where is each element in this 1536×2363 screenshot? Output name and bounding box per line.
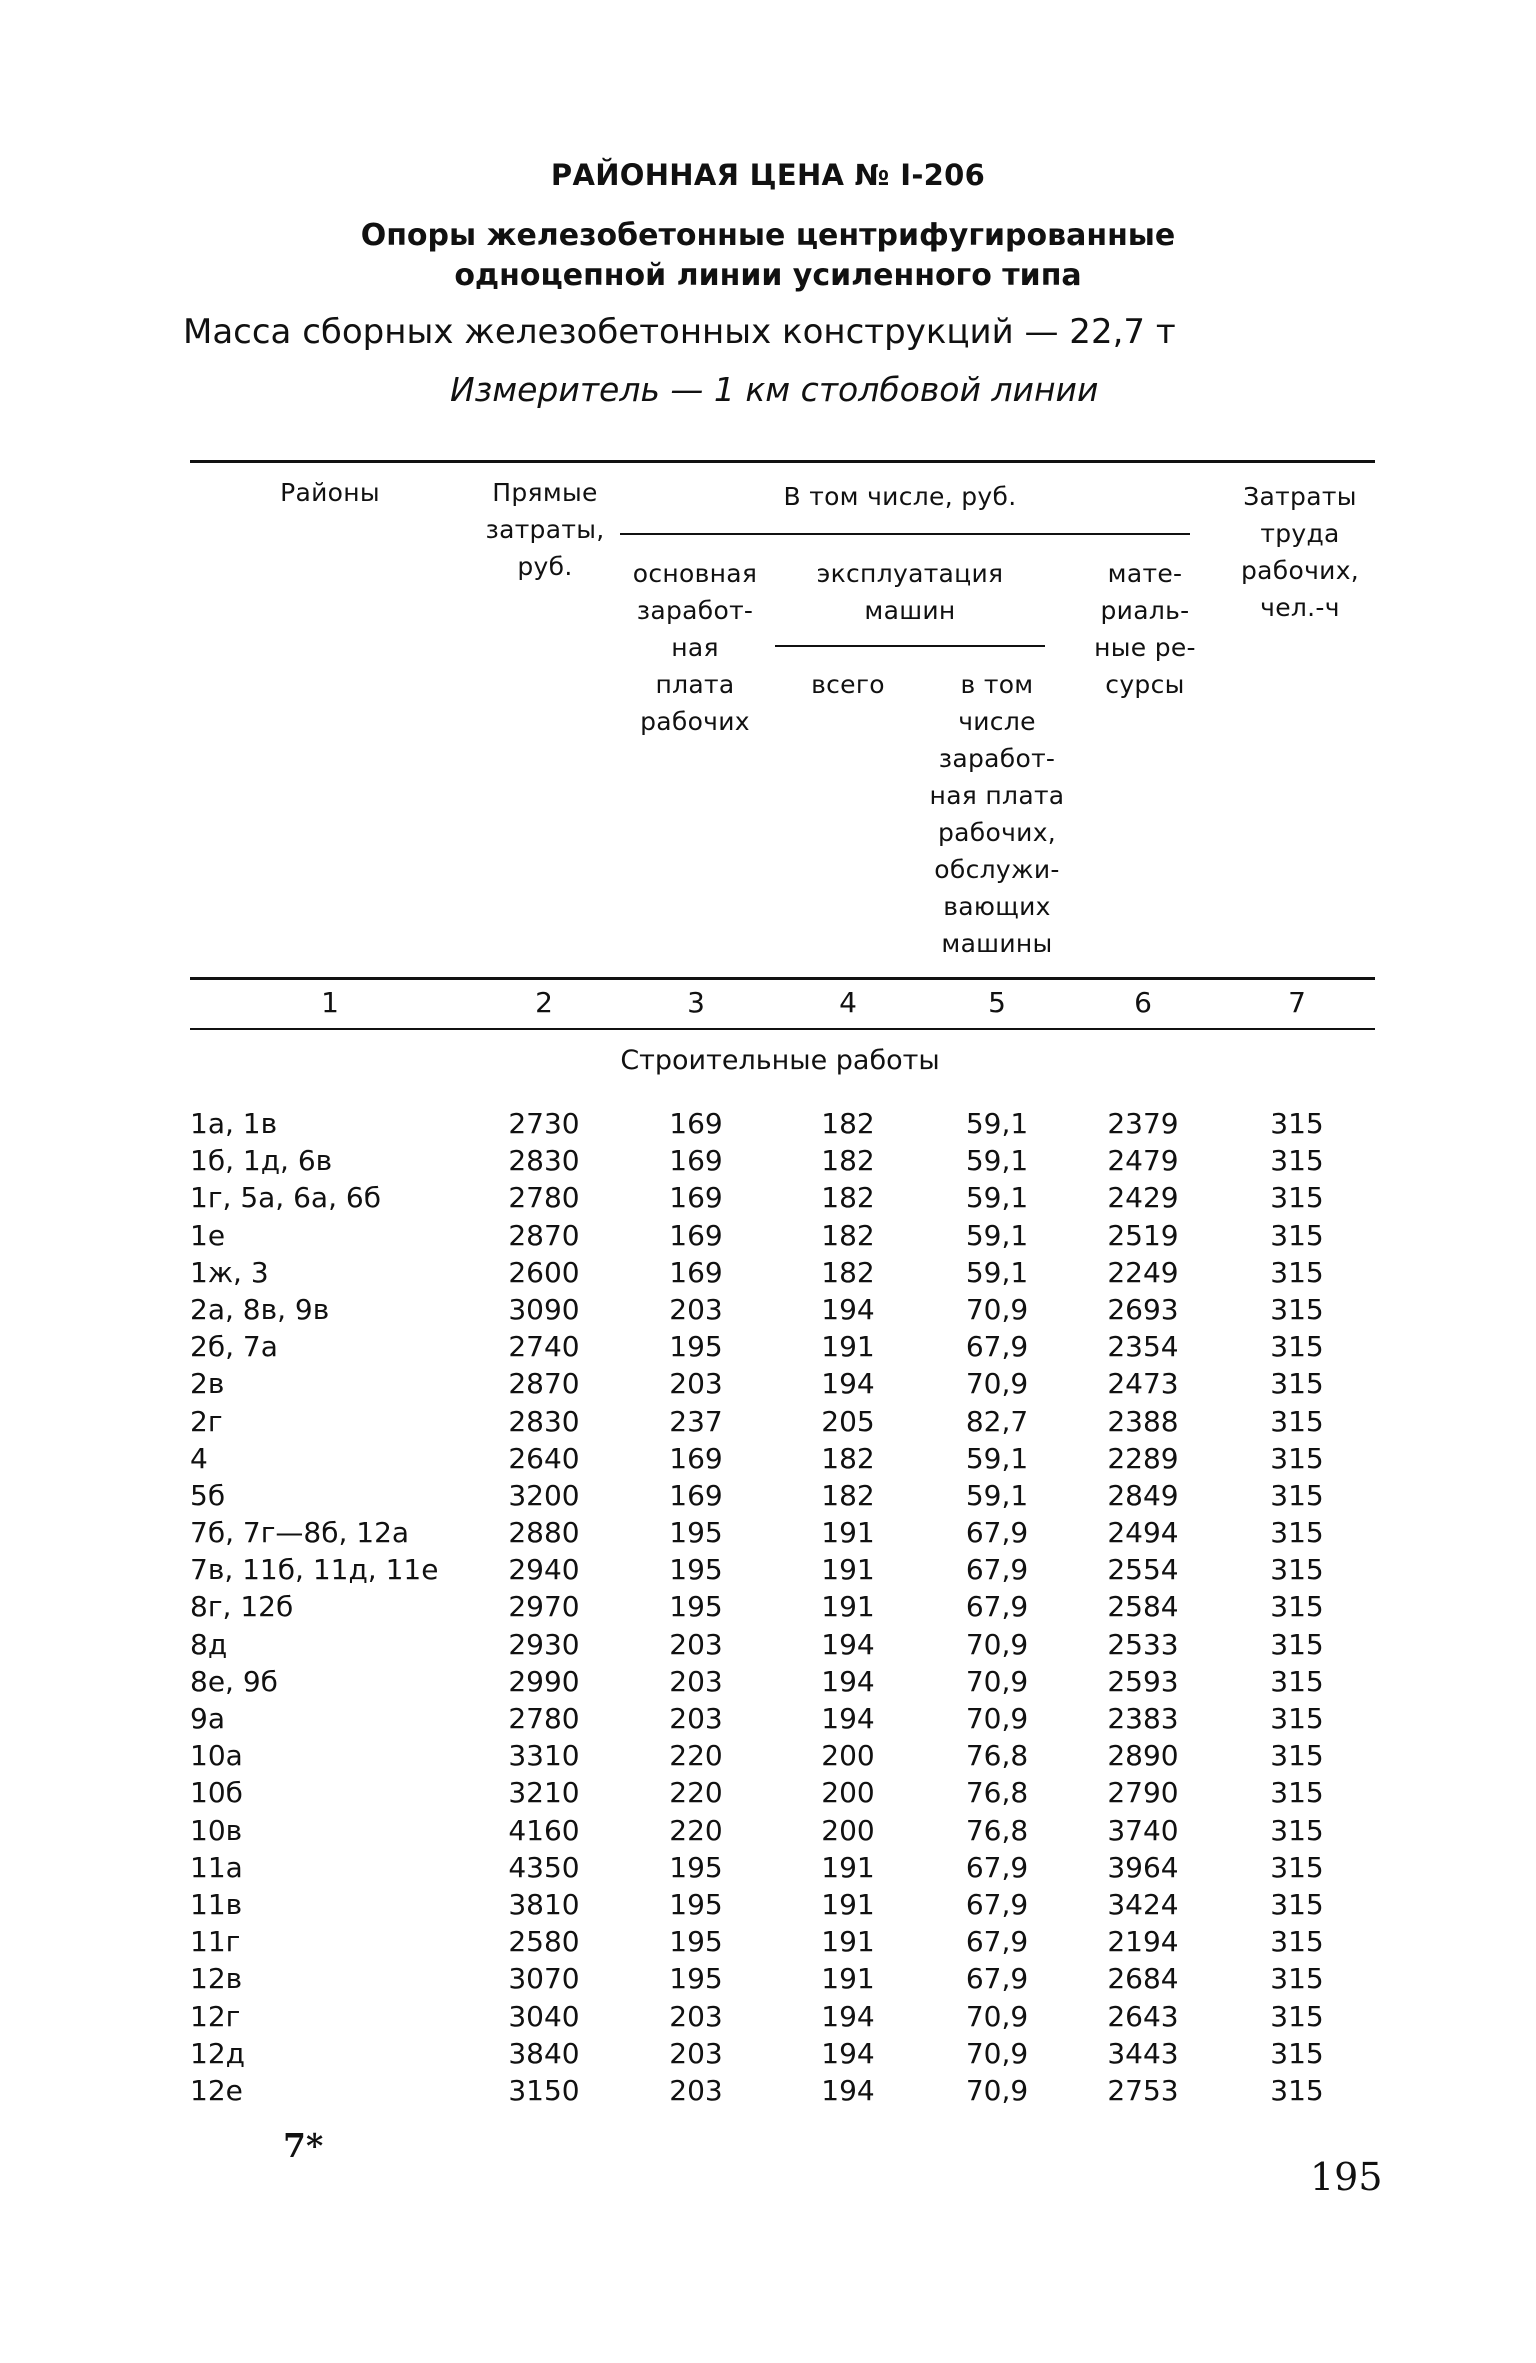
basic-wage-cell: 195: [669, 1330, 723, 1364]
materials-cell: 2194: [1107, 1925, 1179, 1959]
materials-cell: 2354: [1107, 1330, 1179, 1364]
machines-total-cell: 194: [821, 1367, 875, 1401]
table-row: [0, 1217, 1536, 1254]
labor-cell: 315: [1270, 1776, 1324, 1810]
machine-wage-cell: 70,9: [965, 1702, 1029, 1735]
materials-cell: 3964: [1107, 1850, 1179, 1884]
machine-wage-cell: 59,1: [965, 1107, 1029, 1140]
materials-cell: 3740: [1107, 1813, 1179, 1847]
direct-costs-cell: 2580: [508, 1925, 580, 1959]
labor-cell: 315: [1270, 1292, 1324, 1326]
header-regions: Районы: [280, 478, 380, 507]
labor-cell: 315: [1270, 1404, 1324, 1438]
machines-total-cell: 182: [821, 1478, 875, 1512]
basic-wage-cell: 169: [669, 1478, 723, 1512]
materials-cell: 2753: [1107, 2073, 1179, 2107]
materials-cell: 2494: [1107, 1516, 1179, 1550]
basic-wage-cell: 203: [669, 2036, 723, 2070]
machine-wage-cell: 59,1: [965, 1478, 1029, 1512]
region-cell: 2б, 7а: [190, 1330, 278, 1364]
labor-cell: 315: [1270, 1478, 1324, 1512]
direct-costs-cell: 3150: [508, 2073, 580, 2107]
labor-cell: 315: [1270, 1441, 1324, 1475]
region-cell: 11г: [190, 1925, 241, 1959]
table-row: [0, 1812, 1536, 1849]
machines-total-cell: 194: [821, 1664, 875, 1698]
machines-total-cell: 191: [821, 1590, 875, 1624]
basic-wage-cell: 195: [669, 1962, 723, 1996]
table-row: [0, 1923, 1536, 1960]
table-row: [0, 1849, 1536, 1886]
including-rule: [620, 533, 1190, 535]
table-row: [0, 1774, 1536, 1811]
direct-costs-cell: 3840: [508, 2036, 580, 2070]
machines-total-cell: 182: [821, 1255, 875, 1289]
machine-wage-cell: 70,9: [965, 1999, 1029, 2033]
machine-wage-cell: 70,9: [965, 1367, 1029, 1401]
materials-cell: 3424: [1107, 1887, 1179, 1921]
basic-wage-cell: 220: [669, 1739, 723, 1773]
direct-costs-cell: 3040: [508, 1999, 580, 2033]
labor-cell: 315: [1270, 1107, 1324, 1140]
table-top-rule: [190, 460, 1375, 463]
materials-cell: 2533: [1107, 1627, 1179, 1661]
machines-total-cell: 194: [821, 1627, 875, 1661]
region-cell: 8е, 9б: [190, 1664, 278, 1698]
header-direct-costs: Прямые затраты, руб.: [485, 478, 605, 581]
labor-cell: 315: [1270, 1367, 1324, 1401]
basic-wage-cell: 169: [669, 1107, 723, 1140]
region-cell: 10в: [190, 1813, 243, 1847]
header-machine-operation: эксплуатация машин: [816, 559, 1004, 625]
column-number-4: 4: [839, 986, 857, 1019]
machines-total-cell: 191: [821, 1516, 875, 1550]
machine-wage-cell: 67,9: [965, 1850, 1029, 1884]
materials-cell: 2693: [1107, 1292, 1179, 1326]
materials-cell: 2249: [1107, 1255, 1179, 1289]
basic-wage-cell: 169: [669, 1255, 723, 1289]
materials-cell: 2473: [1107, 1367, 1179, 1401]
labor-cell: 315: [1270, 1702, 1324, 1735]
table-row: [0, 1737, 1536, 1774]
region-cell: 12г: [190, 1999, 241, 2033]
machines-total-cell: 200: [821, 1739, 875, 1773]
labor-cell: 315: [1270, 1144, 1324, 1178]
table-row: [0, 2035, 1536, 2072]
header-including: В том числе, руб.: [783, 482, 1017, 511]
section-title: Строительные работы: [620, 1045, 940, 1076]
column-number-2: 2: [535, 986, 553, 1019]
region-cell: 2в: [190, 1367, 225, 1401]
labor-cell: 315: [1270, 1218, 1324, 1252]
region-cell: 5б: [190, 1478, 226, 1512]
machines-total-cell: 200: [821, 1776, 875, 1810]
table-row: [0, 1142, 1536, 1179]
labor-cell: 315: [1270, 1962, 1324, 1996]
document-subtitle-line1: Опоры железобетонные центрифугированные: [360, 218, 1176, 253]
table-row: [0, 1179, 1536, 1216]
direct-costs-cell: 4160: [508, 1813, 580, 1847]
machines-total-cell: 194: [821, 1702, 875, 1735]
basic-wage-cell: 195: [669, 1850, 723, 1884]
labor-cell: 315: [1270, 1999, 1324, 2033]
direct-costs-cell: 3310: [508, 1739, 580, 1773]
header-basic-wage: основная заработ- ная плата рабочих: [632, 559, 758, 736]
region-cell: 1б, 1д, 6в: [190, 1144, 333, 1178]
machine-wage-cell: 67,9: [965, 1330, 1029, 1364]
table-row: [0, 1440, 1536, 1477]
table-row: [0, 1588, 1536, 1625]
basic-wage-cell: 203: [669, 1627, 723, 1661]
page-number: 195: [1310, 2155, 1383, 2199]
labor-cell: 315: [1270, 1887, 1324, 1921]
labor-cell: 315: [1270, 1330, 1324, 1364]
document-subtitle-line2: одноцепной линии усиленного типа: [454, 258, 1082, 293]
machines-total-cell: 182: [821, 1218, 875, 1252]
materials-cell: 2684: [1107, 1962, 1179, 1996]
machine-wage-cell: 70,9: [965, 2036, 1029, 2070]
region-cell: 1г, 5а, 6а, 6б: [190, 1181, 381, 1215]
labor-cell: 315: [1270, 1590, 1324, 1624]
materials-cell: 2388: [1107, 1404, 1179, 1438]
table-row: [0, 1663, 1536, 1700]
machine-wage-cell: 67,9: [965, 1925, 1029, 1959]
mass-line: Масса сборных железобетонных конструкций — 22,7 т: [183, 312, 1176, 352]
basic-wage-cell: 169: [669, 1218, 723, 1252]
machine-wage-cell: 67,9: [965, 1590, 1029, 1624]
materials-cell: 2554: [1107, 1553, 1179, 1587]
direct-costs-cell: 3210: [508, 1776, 580, 1810]
basic-wage-cell: 169: [669, 1144, 723, 1178]
column-number-7: 7: [1288, 986, 1306, 1019]
region-cell: 12д: [190, 2036, 245, 2070]
table-row: [0, 1105, 1536, 1142]
labor-cell: 315: [1270, 1925, 1324, 1959]
table-row: [0, 2072, 1536, 2109]
table-row: [0, 1886, 1536, 1923]
table-row: [0, 1365, 1536, 1402]
table-row: [0, 1328, 1536, 1365]
column-numbers-rule: [190, 1028, 1375, 1030]
direct-costs-cell: 2870: [508, 1367, 580, 1401]
table-row: [0, 1998, 1536, 2035]
basic-wage-cell: 203: [669, 1664, 723, 1698]
header-machines-total: всего: [811, 670, 885, 699]
labor-cell: 315: [1270, 2073, 1324, 2107]
machine-wage-cell: 70,9: [965, 1627, 1029, 1661]
machine-wage-cell: 59,1: [965, 1441, 1029, 1475]
region-cell: 11в: [190, 1887, 243, 1921]
machine-wage-cell: 67,9: [965, 1516, 1029, 1550]
materials-cell: 2383: [1107, 1702, 1179, 1735]
direct-costs-cell: 2970: [508, 1590, 580, 1624]
basic-wage-cell: 195: [669, 1553, 723, 1587]
region-cell: 8г, 12б: [190, 1590, 294, 1624]
machines-total-cell: 182: [821, 1144, 875, 1178]
document-title: РАЙОННАЯ ЦЕНА № I-206: [550, 158, 986, 192]
materials-cell: 2429: [1107, 1181, 1179, 1215]
column-number-6: 6: [1134, 986, 1152, 1019]
materials-cell: 2890: [1107, 1739, 1179, 1773]
machines-total-cell: 191: [821, 1962, 875, 1996]
direct-costs-cell: 3810: [508, 1887, 580, 1921]
direct-costs-cell: 2740: [508, 1330, 580, 1364]
basic-wage-cell: 203: [669, 1999, 723, 2033]
machine-wage-cell: 59,1: [965, 1255, 1029, 1289]
region-cell: 7в, 11б, 11д, 11е: [190, 1553, 439, 1587]
labor-cell: 315: [1270, 1739, 1324, 1773]
materials-cell: 2643: [1107, 1999, 1179, 2033]
region-cell: 12в: [190, 1962, 243, 1996]
table-row: [0, 1291, 1536, 1328]
materials-cell: 2289: [1107, 1441, 1179, 1475]
direct-costs-cell: 3070: [508, 1962, 580, 1996]
basic-wage-cell: 203: [669, 1702, 723, 1735]
machine-operation-rule: [775, 645, 1045, 647]
unit-line: Измеритель — 1 км столбовой линии: [450, 370, 1099, 409]
table-row: [0, 1551, 1536, 1588]
machines-total-cell: 194: [821, 2036, 875, 2070]
direct-costs-cell: 2780: [508, 1181, 580, 1215]
labor-cell: 315: [1270, 1553, 1324, 1587]
machines-total-cell: 191: [821, 1553, 875, 1587]
basic-wage-cell: 169: [669, 1441, 723, 1475]
machines-total-cell: 182: [821, 1107, 875, 1140]
machines-total-cell: 191: [821, 1850, 875, 1884]
labor-cell: 315: [1270, 1850, 1324, 1884]
basic-wage-cell: 203: [669, 2073, 723, 2107]
machine-wage-cell: 67,9: [965, 1962, 1029, 1996]
table-body: [0, 1105, 1536, 2109]
basic-wage-cell: 195: [669, 1516, 723, 1550]
region-cell: 1ж, 3: [190, 1255, 269, 1289]
region-cell: 9а: [190, 1702, 225, 1735]
region-cell: 7б, 7г—8б, 12а: [190, 1516, 410, 1550]
column-number-3: 3: [687, 986, 705, 1019]
region-cell: 10а: [190, 1739, 243, 1773]
region-cell: 1а, 1в: [190, 1107, 278, 1140]
labor-cell: 315: [1270, 1181, 1324, 1215]
direct-costs-cell: 2730: [508, 1107, 580, 1140]
basic-wage-cell: 220: [669, 1776, 723, 1810]
table-row: [0, 1626, 1536, 1663]
machine-wage-cell: 76,8: [965, 1813, 1029, 1847]
direct-costs-cell: 2940: [508, 1553, 580, 1587]
materials-cell: 2379: [1107, 1107, 1179, 1140]
header-labor: Затраты труда рабочих, чел.-ч: [1240, 482, 1360, 622]
machine-wage-cell: 70,9: [965, 2073, 1029, 2107]
basic-wage-cell: 237: [669, 1404, 723, 1438]
materials-cell: 2790: [1107, 1776, 1179, 1810]
direct-costs-cell: 2930: [508, 1627, 580, 1661]
table-row: [0, 1477, 1536, 1514]
basic-wage-cell: 203: [669, 1367, 723, 1401]
basic-wage-cell: 169: [669, 1181, 723, 1215]
column-number-5: 5: [988, 986, 1006, 1019]
machine-wage-cell: 67,9: [965, 1887, 1029, 1921]
labor-cell: 315: [1270, 1813, 1324, 1847]
machines-total-cell: 182: [821, 1441, 875, 1475]
labor-cell: 315: [1270, 2036, 1324, 2070]
table-row: [0, 1254, 1536, 1291]
direct-costs-cell: 4350: [508, 1850, 580, 1884]
labor-cell: 315: [1270, 1627, 1324, 1661]
machines-total-cell: 194: [821, 2073, 875, 2107]
machine-wage-cell: 67,9: [965, 1553, 1029, 1587]
materials-cell: 3443: [1107, 2036, 1179, 2070]
column-number-1: 1: [321, 986, 339, 1019]
region-cell: 8д: [190, 1627, 228, 1661]
region-cell: 10б: [190, 1776, 243, 1810]
machine-wage-cell: 76,8: [965, 1776, 1029, 1810]
materials-cell: 2584: [1107, 1590, 1179, 1624]
machine-wage-cell: 59,1: [965, 1181, 1029, 1215]
machines-total-cell: 191: [821, 1887, 875, 1921]
header-bottom-rule: [190, 977, 1375, 980]
basic-wage-cell: 220: [669, 1813, 723, 1847]
machine-wage-cell: 70,9: [965, 1292, 1029, 1326]
region-cell: 12е: [190, 2073, 243, 2107]
materials-cell: 2849: [1107, 1478, 1179, 1512]
machines-total-cell: 200: [821, 1813, 875, 1847]
machines-total-cell: 194: [821, 1292, 875, 1326]
basic-wage-cell: 195: [669, 1590, 723, 1624]
machine-wage-cell: 59,1: [965, 1144, 1029, 1178]
basic-wage-cell: 195: [669, 1925, 723, 1959]
region-cell: 2г: [190, 1404, 223, 1438]
region-cell: 2а, 8в, 9в: [190, 1292, 330, 1326]
direct-costs-cell: 2830: [508, 1144, 580, 1178]
materials-cell: 2593: [1107, 1664, 1179, 1698]
table-row: [0, 1403, 1536, 1440]
region-cell: 1е: [190, 1218, 226, 1252]
machine-wage-cell: 59,1: [965, 1218, 1029, 1252]
direct-costs-cell: 2990: [508, 1664, 580, 1698]
basic-wage-cell: 195: [669, 1887, 723, 1921]
labor-cell: 315: [1270, 1664, 1324, 1698]
table-row: [0, 1514, 1536, 1551]
basic-wage-cell: 203: [669, 1292, 723, 1326]
machine-wage-cell: 70,9: [965, 1664, 1029, 1698]
materials-cell: 2519: [1107, 1218, 1179, 1252]
direct-costs-cell: 2640: [508, 1441, 580, 1475]
direct-costs-cell: 2870: [508, 1218, 580, 1252]
direct-costs-cell: 2880: [508, 1516, 580, 1550]
direct-costs-cell: 2780: [508, 1702, 580, 1735]
direct-costs-cell: 2830: [508, 1404, 580, 1438]
direct-costs-cell: 3200: [508, 1478, 580, 1512]
region-cell: 11а: [190, 1850, 243, 1884]
table-row: [0, 1700, 1536, 1737]
machine-wage-cell: 76,8: [965, 1739, 1029, 1773]
table-row: [0, 1960, 1536, 1997]
machines-total-cell: 194: [821, 1999, 875, 2033]
materials-cell: 2479: [1107, 1144, 1179, 1178]
machines-total-cell: 191: [821, 1330, 875, 1364]
machines-total-cell: 205: [821, 1404, 875, 1438]
region-cell: 4: [190, 1441, 208, 1475]
machines-total-cell: 182: [821, 1181, 875, 1215]
direct-costs-cell: 2600: [508, 1255, 580, 1289]
footnote-mark: 7*: [283, 2126, 324, 2165]
labor-cell: 315: [1270, 1516, 1324, 1550]
header-materials: мате- риаль- ные ре- сурсы: [1094, 559, 1196, 699]
machines-total-cell: 191: [821, 1925, 875, 1959]
machine-wage-cell: 82,7: [965, 1404, 1029, 1438]
direct-costs-cell: 3090: [508, 1292, 580, 1326]
labor-cell: 315: [1270, 1255, 1324, 1289]
header-machine-wage: в том числе заработ- ная плата рабочих, обслужи- вающих машины: [929, 670, 1065, 958]
